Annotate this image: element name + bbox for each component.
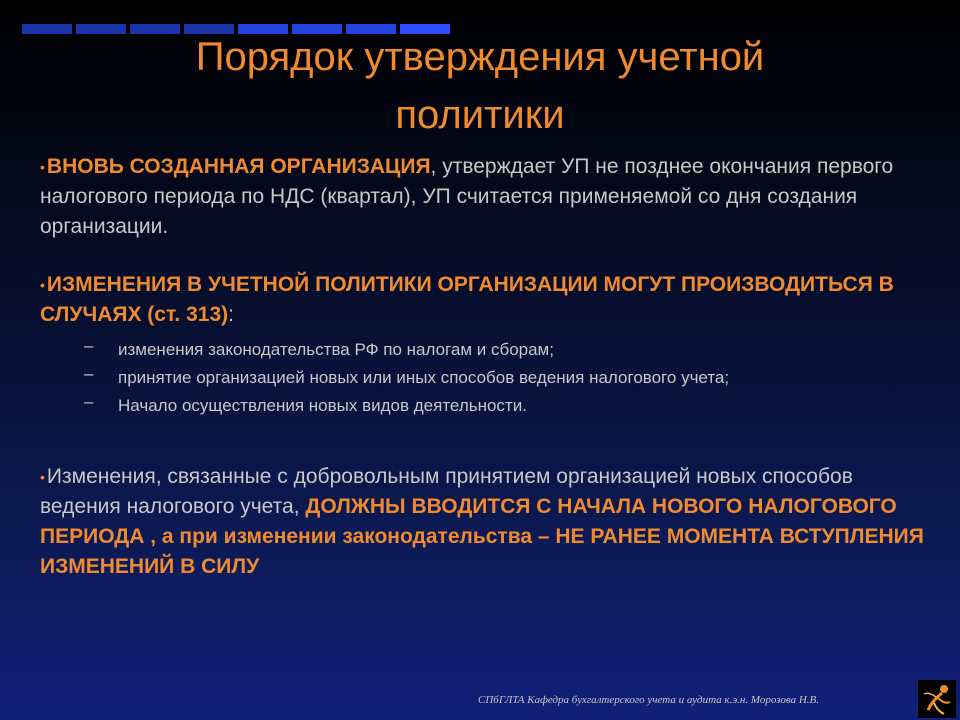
dash-icon: –: [84, 364, 94, 383]
list-item: [84, 392, 930, 420]
dancer-logo-icon: [918, 680, 956, 718]
list-item-text: Начало осуществления новых видов деятельности.: [118, 396, 527, 415]
paragraph2-ref: (ст. 313): [141, 303, 229, 326]
slide-footer: СПбГЛТА Кафедра бухгалтерского учета и аудита к.э.н. Морозова Н.В.: [478, 694, 819, 706]
paragraph2-suffix: :: [228, 303, 234, 326]
paragraph3-highlight: ДОЛЖНЫ ВВОДИТСЯ С НАЧАЛА НОВОГО НАЛОГОВОГО ПЕРИОДА , а при изменении законодательства – НЕ РАНЕЕ МОМЕНТА ВСТУПЛЕНИЯ ИЗМЕНЕНИЙ В СИЛУ: [40, 495, 924, 578]
list-item-text: изменения законодательства РФ по налогам и сборам;: [118, 340, 554, 359]
bullet-icon: •: [40, 469, 45, 485]
paragraph3-text: Изменения, связанные с добровольным принятием организацией новых способов ведения налогового учета,: [40, 465, 853, 518]
list-item-text: принятие организацией новых или иных способов ведения налогового учета;: [118, 368, 730, 387]
dash-icon: –: [84, 336, 94, 355]
list-item: [84, 336, 930, 364]
slide-content: [40, 152, 930, 582]
paragraph-policy-changes: [40, 270, 930, 330]
paragraph1-text: , утверждает УП не позднее окончания первого налогового периода по НДС (квартал), УП считается применяемой со дня создания организации.: [40, 155, 894, 238]
dash-icon: –: [84, 392, 94, 411]
list-item: [84, 364, 930, 392]
paragraph-new-organization: [40, 152, 930, 242]
slide-title-line2: политики: [395, 93, 565, 137]
slide-title-line1: Порядок утверждения учетной: [195, 35, 765, 79]
change-cases-list: [84, 336, 930, 420]
bullet-icon: •: [40, 277, 45, 293]
bullet-icon: •: [40, 159, 45, 175]
paragraph-voluntary-changes: [40, 462, 930, 582]
slide-title: [0, 28, 960, 144]
paragraph1-highlight: ВНОВЬ СОЗДАННАЯ ОРГАНИЗАЦИЯ: [46, 155, 431, 178]
paragraph2-highlight: ИЗМЕНЕНИЯ В УЧЕТНОЙ ПОЛИТИКИ ОРГАНИЗАЦИИ МОГУТ ПРОИЗВОДИТЬСЯ В СЛУЧАЯХ: [40, 273, 894, 326]
